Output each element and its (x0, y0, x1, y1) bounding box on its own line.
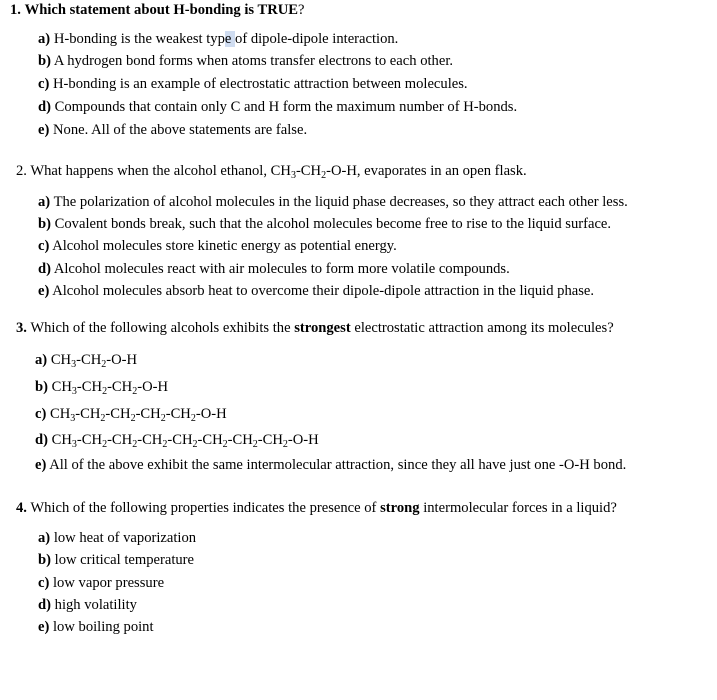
q2-option-e[interactable] (38, 283, 594, 300)
option-text: Alcohol molecules react with air molecules to form more volatile compounds. (53, 261, 510, 277)
option-label: c) (38, 76, 50, 92)
q3-option-b[interactable]: b) $CH_3-CH_2-CH_2-O-H$ (35, 379, 169, 397)
option-text: Alcohol molecules store kinetic energy as potential energy. (52, 238, 397, 254)
q3-option-c[interactable]: c) $CH_3-CH_2-CH_2-CH_2-CH_2-O-H$ (35, 406, 227, 424)
q4-option-c[interactable] (38, 575, 164, 592)
q1-option-c[interactable] (38, 76, 468, 93)
option-label: a) (38, 194, 51, 210)
option-label: c) (38, 238, 50, 254)
option-label: b) (38, 552, 51, 568)
q3-option-e[interactable] (35, 457, 626, 474)
question-4-emphasis: strong (380, 500, 420, 516)
question-4-number: 4. (16, 500, 27, 516)
text-selection-highlight: e (224, 31, 236, 47)
option-label: b) (38, 216, 51, 232)
option-label: c) (38, 575, 50, 591)
q4-option-a[interactable] (38, 530, 196, 547)
q3-option-a[interactable]: a) $CH_3-CH_2-O-H$ (35, 352, 138, 370)
q1-option-b[interactable] (38, 53, 453, 70)
option-label: e) (38, 122, 50, 138)
option-label: d) (38, 261, 51, 277)
question-4: 4. Which of the following properties indicates the presence of strong intermolecular forces in a liquid? (16, 500, 617, 516)
option-text: low critical temperature (54, 552, 195, 568)
option-label: c) (35, 406, 47, 422)
q4-option-d[interactable] (38, 597, 137, 614)
option-label: e) (35, 457, 47, 473)
question-1-text-a: Which statement about H-bonding is (24, 2, 258, 18)
option-text: H-bonding is an example of electrostatic attraction between molecules. (53, 76, 468, 92)
option-text: The polarization of alcohol molecules in the liquid phase decreases, so they attract each other less. (53, 194, 628, 210)
option-text: low heat of vaporization (53, 530, 197, 546)
question-1-emphasis: TRUE (257, 2, 299, 18)
option-text: Alcohol molecules absorb heat to overcome their dipole-dipole attraction in the liquid phase. (52, 283, 595, 299)
question-3-emphasis: strongest (294, 320, 351, 336)
q2-option-d[interactable] (38, 261, 510, 278)
question-1-text-b: ? (298, 2, 305, 18)
option-label: d) (35, 432, 48, 448)
question-3: 3. Which of the following alcohols exhibits the strongest electrostatic attraction among its molecules? (16, 320, 614, 336)
option-text: Compounds that contain only C and H form the maximum number of H-bonds. (54, 99, 518, 115)
q4-option-b[interactable] (38, 552, 194, 569)
option-label: d) (38, 99, 51, 115)
q2-option-b[interactable] (38, 216, 611, 233)
q2-option-a[interactable] (38, 194, 628, 211)
q2-option-c[interactable] (38, 238, 397, 255)
option-label: b) (38, 53, 51, 69)
option-text: low vapor pressure (53, 575, 165, 591)
option-text: None. All of the above statements are false. (53, 122, 308, 138)
option-label: a) (35, 352, 48, 368)
option-text: high volatility (54, 597, 137, 613)
option-label: d) (38, 597, 51, 613)
question-1 (10, 2, 305, 19)
question-1-number: 1. (10, 2, 21, 18)
option-label: b) (35, 379, 48, 395)
q3-option-d[interactable]: d) $CH_3-CH_2-CH_2-CH_2-CH_2-CH_2-CH_2-CH_2-O-H$ (35, 432, 319, 450)
q1-option-e[interactable] (38, 122, 307, 139)
q1-option-a[interactable]: a) H-bonding is the weakest type of dipole-dipole interaction. (38, 31, 399, 47)
question-2-number: 2. (16, 163, 27, 179)
option-label: a) (38, 530, 51, 546)
question-3-number: 3. (16, 320, 27, 336)
q1-option-d[interactable] (38, 99, 517, 116)
option-text: All of the above exhibit the same intermolecular attraction, since they all have just one -O-H bond. (49, 457, 627, 473)
option-label: e) (38, 619, 50, 635)
option-label: a) (38, 31, 51, 47)
q4-option-e[interactable] (38, 619, 154, 636)
option-label: e) (38, 283, 50, 299)
option-text: low boiling point (53, 619, 154, 635)
option-text: Covalent bonds break, such that the alcohol molecules become free to rise to the liquid surface. (54, 216, 612, 232)
question-2: 2. What happens when the alcohol ethanol, $CH_3-CH_2-O-H$, evaporates in an open flask. (16, 163, 527, 181)
option-text: A hydrogen bond forms when atoms transfer electrons to each other. (53, 53, 454, 69)
